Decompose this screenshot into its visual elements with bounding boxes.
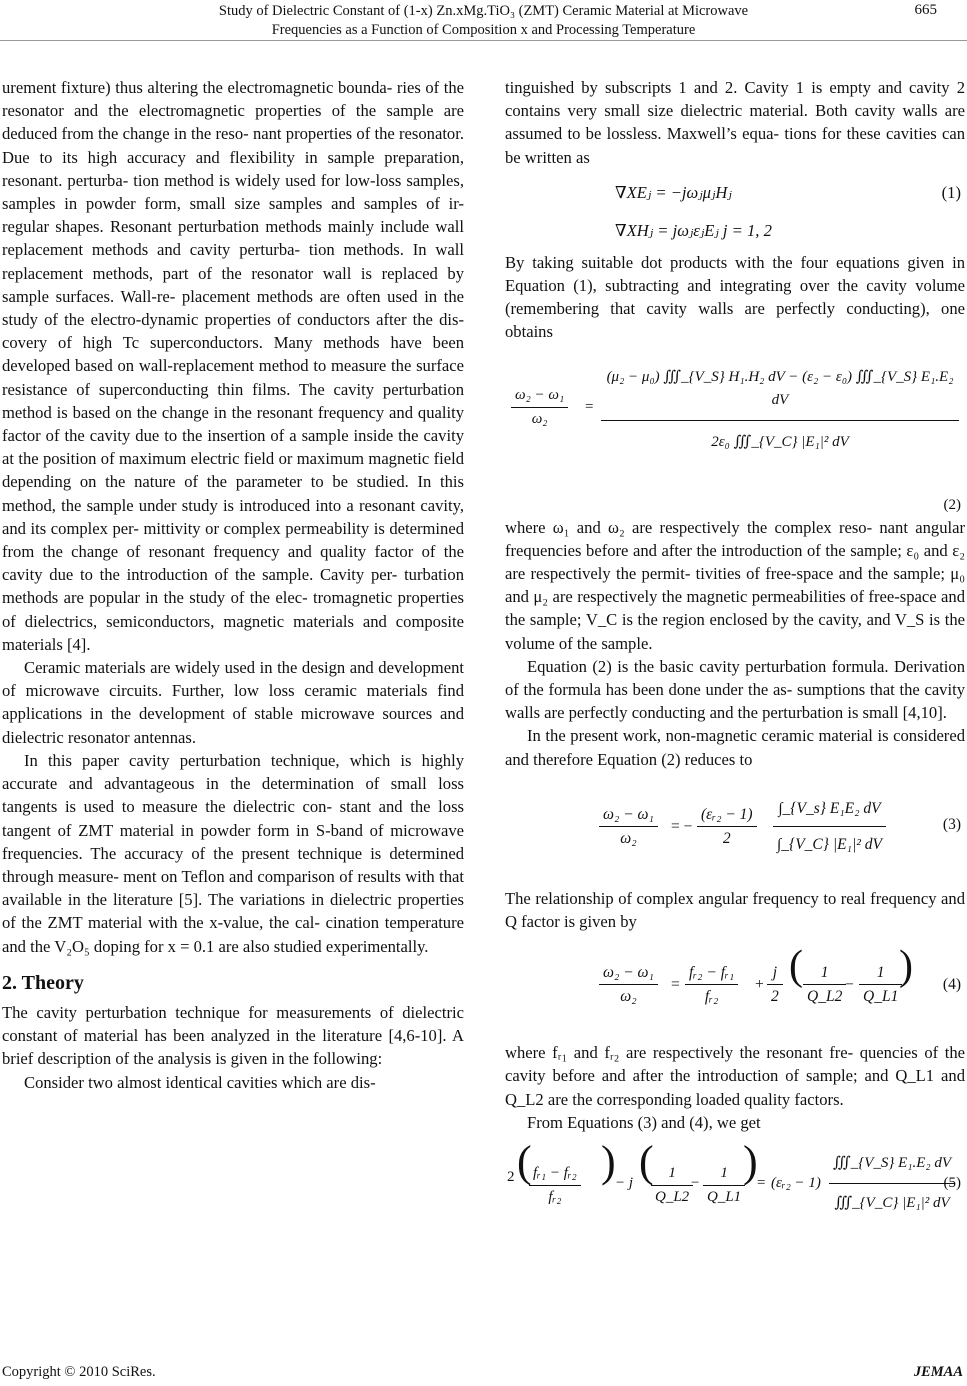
eq2-lhs: $\frac{\text{ω₂ − ω₁}}{\text{ω₂}}$ [511,384,568,431]
equation-1-number: (1) [941,182,961,202]
left-paragraph-4: The cavity perturbation technique for measurements of dielectric constant of material has been analyzed in the literature [4,6-10]. A brief description of the analysis is given in the following: [2,1002,464,1069]
equation-1b: ∇XHⱼ = jωⱼεⱼEⱼ j = 1, 2 [615,220,772,240]
eq2-rhs: $\frac{\text{(μ₂ − μ₀) ∭\_\{V\_S\} H₁.H₂ dV − (ε₂ − ε₀) ∭\_\{V\_S\} E₁.E₂ dV}}{\text{2ε₀ ∭\_\{V\_C\} |E₁|² dV}}$ [601,358,959,465]
equation-2-number: (2) [943,496,961,513]
equation-5: 2 ( $\frac{\text{fᵣ₁ − fᵣ₂}}{\text{fᵣ₂}}$ ) − j ( $\frac{1}{Q\_L2}$ − $\frac{1}{Q\_L1}$ ) = (εᵣ₂ − 1) $\frac{\text{∭\_\{V\_S\} E₁.E₂ dV}}{\text{∭\_\{V\_C\} |E₁|² dV}}$ (5) [505,1142,965,1246]
eq4-lhs: $\frac{\text{ω₂ − ω₁}}{\text{ω₂}}$ [599,961,658,1008]
equation-4: $\frac{\text{ω₂ − ω₁}}{\text{ω₂}}$ = $\frac{\text{fᵣ₂ − fᵣ₁}}{\text{fᵣ₂}}$ + $\frac{j}{2}$ ( $\frac{1}{Q\_L2}$ − $\frac{1}{Q\_L1}$ ) (4) [505,945,965,1035]
eq5-q1: $\frac{1}{Q\_L2}$ [651,1162,693,1209]
eq5-rhs: $\frac{\text{∭\_\{V\_S\} E₁.E₂ dV}}{\text{∭\_\{V\_C\} |E₁|² dV}}$ [829,1144,955,1223]
equation-5-number: (5) [943,1175,961,1192]
left-paragraph-5: Consider two almost identical cavities which are dis- [24,1072,376,1092]
equation-3: $\frac{\text{ω₂ − ω₁}}{\text{ω₂}}$ = − $\frac{\text{(εᵣ₂ − 1)}}{2}$ $\frac{\text{∫\_\{V\_s\} E₁E₂ dV}}{\text{∫\_\{V\_C\} |E₁|² dV}}$ (3) [505,785,965,877]
equation-2: $\frac{\text{ω₂ − ω₁}}{\text{ω₂}}$ = $\frac{\text{(μ₂ − μ₀) ∭\_\{V\_S\} H₁.H₂ dV − (ε₂ − ε₀) ∭\_\{V\_S\} E₁.E₂ dV}}{\text{2ε₀ ∭\_\{V\_C\} |E₁|² dV}}$ (2) [505,358,965,476]
right-paragraph-7: where fᵣ₁ and fᵣ₂ are respectively the resonant fre- quencies of the cavity before and after the introduction of sample; and Q_L1 and Q_L2 are the corresponding loaded quality factors. [505,1043,965,1109]
eq3-mid: $\frac{\text{(εᵣ₂ − 1)}}{2}$ [697,803,757,850]
eq5-a: $\frac{\text{fᵣ₁ − fᵣ₂}}{\text{fᵣ₂}}$ [529,1162,581,1209]
right-paragraph-2: By taking suitable dot products with the four equations given in Equation (1), subtracting and integrating over the cavity volume (remembering that cavity walls are perfectly conducting), one obtains [505,252,965,342]
eq4-q1: $\frac{1}{Q\_L2}$ [803,961,846,1008]
right-paragraph-3: where ω₁ and ω₂ are respectively the complex reso- nant angular frequencies before and after the introduction of the sample; ε₀ and ε₂ are respectively the permit- tivities of free-space and the sample; μ₀ and μ₂ are respectively the magnetic permeabilities of free-space and the sample; V_C is the region enclosed by the cavity, and V_S is the volume of the sample. [505,517,965,653]
right-paragraph-4: Equation (2) is the basic cavity perturbation formula. Derivation of the formula has been done under the as- sumptions that the cavity walls are perfectly conducting and the perturbation is small [4,10]. [505,656,965,723]
page-number: 665 [914,2,937,18]
header-rule [0,40,967,41]
left-paragraph-3: In this paper cavity perturbation technique, which is highly accurate and advantageous in the determination of small loss tangents is used to measure the dielectric con- stant and the loss tangent of ZMT material in powder form in S-band of microwave frequencies. The accuracy of the present technique is determined through measure- ment on Teflon and comparison of results with that available in the literature [5]. The variations in dielectric properties of the ZMT material with the x-value, the cal- cination temperature and the V₂O₅ doping for x = 0.1 are also studied experimentally. [2,750,464,956]
equation-1 [505,181,965,219]
section-heading-theory: 2. Theory [2,971,84,994]
left-paragraph-1: urement fixture) thus altering the electromagnetic bounda- ries of the resonator and the electromagnetic properties of the sample are deduced from the change in the reso- nant properties of the resonator. Due to its high accuracy and flexibility in sample preparation, resonant. perturba- tion method is widely used for low-loss samples, samples in powder form, small size samples and samples of ir- regular shapes. Resonant perturbation methods mainly include wall replacement methods and cavity perturba- tion methods. In wall replacement methods, part of the resonator wall is replaced by sample surfaces. Wall-re- placement methods are often used in the study of the electro-dynamic properties of conductors after the dis- covery of high Tc superconductors. Many methods have been developed based on wall-replacement method to measure the surface resistance of superconducting thin films. The cavity perturbation method is based on the change in the resonant frequency and quality factor of the cavity due to the insertion of a sample inside the cavity at the position of maximum electric field or maximum magnetic field depending on the nature of the parameter to be studied. In this method, the sample under study is introduced into a resonant cavity, and its complex per- mittivity or complex permeability is determined from the change of resonant frequency and quality factor of the cavity due to the introduction of the sample. Cavity per- turbation methods are popular in the study of the elec- tromagnetic properties of dielectrics, semiconductors, magnetic materials and composite materials [4]. [2,78,464,654]
equation-1b-row [505,219,965,251]
right-paragraph-5: In the present work, non-magnetic ceramic material is considered and therefore Equation (2) reduces to [505,726,965,769]
eq4-mid: $\frac{\text{fᵣ₂ − fᵣ₁}}{\text{fᵣ₂}}$ [685,961,738,1008]
equation-4-number: (4) [942,976,961,994]
eq3-lhs: $\frac{\text{ω₂ − ω₁}}{\text{ω₂}}$ [599,803,658,850]
copyright-notice: Copyright © 2010 SciRes. [2,1364,156,1380]
right-paragraph-8: From Equations (3) and (4), we get [527,1112,761,1132]
right-paragraph-1: tinguished by subscripts 1 and 2. Cavity 1 is empty and cavity 2 contains very small size dielectric material. Both cavity walls are assumed to be lossless. Maxwell’s equa- tions for these cavities can be written as [505,78,965,167]
running-title-line1: Study of Dielectric Constant of (1-x) Zn.xMg.TiO₃ (ZMT) Ceramic Material at Microwave [218,3,749,19]
left-column [2,76,464,1094]
running-title-line2: Frequencies as a Function of Composition x and Processing Temperature [271,22,696,38]
equation-1a: ∇XEⱼ = −jωⱼμⱼHⱼ [615,182,732,202]
eq4-j: $\frac{j}{2}$ [767,961,783,1008]
journal-abbrev: JEMAA [913,1364,963,1380]
right-column [505,76,965,1246]
eq5-mid: (εᵣ₂ − 1) [771,1175,821,1192]
eq5-q2: $\frac{1}{Q\_L1}$ [703,1162,745,1209]
right-paragraph-6: The relationship of complex angular frequency to real frequency and Q factor is given by [505,888,965,932]
eq3-rhs: $\frac{\text{∫\_\{V\_s\} E₁E₂ dV}}{\text{∫\_\{V\_C\} |E₁|² dV}}$ [773,791,886,862]
left-paragraph-2: Ceramic materials are widely used in the design and development of microwave circuits. Further, low loss ceramic materials find applications in the development of stable microwave sources and dielectric resonator antennas. [2,658,464,747]
equation-3-number: (3) [942,815,961,833]
eq4-q2: $\frac{1}{Q\_L1}$ [859,961,902,1008]
